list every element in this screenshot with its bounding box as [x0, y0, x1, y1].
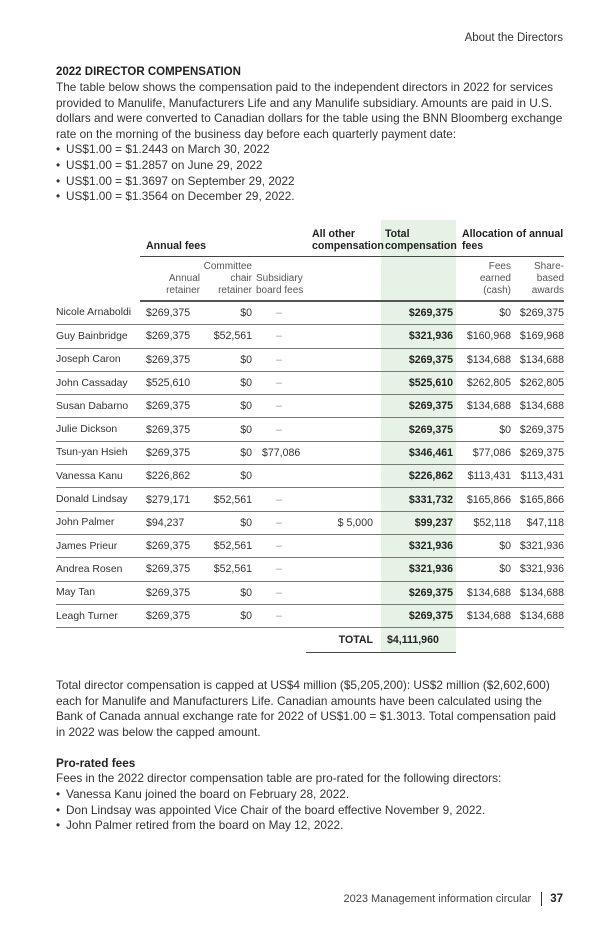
other-compensation-cell: [306, 301, 381, 325]
header-empty: [56, 220, 140, 257]
share-based-cell: $269,375: [511, 418, 564, 441]
intro-section: [56, 65, 564, 205]
header-total-compensation: Total compensation: [381, 220, 456, 257]
table-row: [56, 418, 564, 441]
total-compensation-cell: $269,375: [381, 581, 456, 604]
total-spacer: [56, 628, 306, 653]
other-compensation-cell: [306, 465, 381, 488]
total-compensation-cell: $331,732: [381, 488, 456, 511]
header-annual-fees: Annual fees: [140, 220, 306, 257]
committee-chair-cell: $0: [200, 581, 252, 604]
director-name: Guy Bainbridge: [56, 325, 140, 348]
committee-chair-cell: $0: [200, 371, 252, 394]
fees-cash-cell: $262,805: [456, 371, 511, 394]
other-compensation-cell: [306, 581, 381, 604]
director-name: Susan Dabarno: [56, 395, 140, 418]
fees-cash-cell: $134,688: [456, 604, 511, 627]
share-based-cell: $269,375: [511, 441, 564, 464]
other-compensation-cell: [306, 348, 381, 371]
annual-retainer-cell: $94,237: [140, 511, 200, 534]
annual-retainer-cell: $269,375: [140, 441, 200, 464]
annual-retainer-cell: $269,375: [140, 534, 200, 557]
share-based-cell: $134,688: [511, 348, 564, 371]
annual-retainer-cell: $226,862: [140, 465, 200, 488]
table-row: [56, 534, 564, 557]
annual-retainer-cell: $269,375: [140, 604, 200, 627]
cap-note: Total director compensation is capped at US$4 million ($5,205,200): US$2 million ($2,602,600) each for Manulife and Manufacturers Life. Canadian amounts have been calculated using the Bank of Canada annual exchange rate for 2022 of US$1.00 = $1.3013. Total compensation paid in 2022 was below the capped amount.: [56, 678, 556, 739]
subheader-fees-cash: Fees earned (cash): [456, 257, 511, 302]
director-compensation-table: [56, 220, 564, 653]
sub-header-empty: [56, 257, 140, 302]
fees-cash-cell: $134,688: [456, 581, 511, 604]
page-footer: [343, 892, 563, 906]
subsidiary-fees-cell: –: [252, 581, 306, 604]
annual-retainer-cell: $279,171: [140, 488, 200, 511]
table-row: [56, 301, 564, 325]
subheader-annual-retainer: Annual retainer: [140, 257, 200, 302]
total-compensation-cell: $226,862: [381, 465, 456, 488]
fees-cash-cell: $165,866: [456, 488, 511, 511]
subheader-share-based: Share-based awards: [511, 257, 564, 302]
subheader-subsidiary: Subsidiary board fees: [252, 257, 306, 302]
annual-retainer-cell: $269,375: [140, 325, 200, 348]
subsidiary-fees-cell: –: [252, 558, 306, 581]
director-name: Joseph Caron: [56, 348, 140, 371]
total-compensation-cell: $269,375: [381, 604, 456, 627]
other-compensation-cell: [306, 441, 381, 464]
table-row: [56, 558, 564, 581]
director-name: James Prieur: [56, 534, 140, 557]
table-row: [56, 604, 564, 627]
director-name: Andrea Rosen: [56, 558, 140, 581]
other-compensation-cell: [306, 558, 381, 581]
prorated-intro: Fees in the 2022 director compensation table are pro-rated for the following directors:: [56, 771, 502, 786]
other-compensation-cell: [306, 488, 381, 511]
share-based-cell: $321,936: [511, 558, 564, 581]
prorated-item: • John Palmer retired from the board on May 12, 2022.: [56, 818, 564, 834]
director-name: Tsun-yan Hsieh: [56, 441, 140, 464]
total-compensation-cell: $321,936: [381, 534, 456, 557]
table-body: [56, 301, 564, 628]
exchange-rate-item: • US$1.00 = $1.3564 on December 29, 2022.: [56, 189, 564, 205]
committee-chair-cell: $52,561: [200, 558, 252, 581]
committee-chair-cell: $52,561: [200, 325, 252, 348]
annual-retainer-cell: $525,610: [140, 371, 200, 394]
committee-chair-cell: $52,561: [200, 534, 252, 557]
table-row: [56, 348, 564, 371]
fees-cash-cell: $134,688: [456, 348, 511, 371]
share-based-cell: $134,688: [511, 395, 564, 418]
fees-cash-cell: $0: [456, 418, 511, 441]
section-title: 2022 DIRECTOR COMPENSATION: [56, 66, 241, 78]
other-compensation-cell: [306, 418, 381, 441]
director-name: Vanessa Kanu: [56, 465, 140, 488]
fees-cash-cell: $0: [456, 558, 511, 581]
share-based-cell: $113,431: [511, 465, 564, 488]
table-row: [56, 511, 564, 534]
annual-retainer-cell: $269,375: [140, 581, 200, 604]
other-compensation-cell: [306, 604, 381, 627]
group-header-row: [56, 220, 564, 257]
prorated-item: • Don Lindsay was appointed Vice Chair of the board effective November 9, 2022.: [56, 803, 564, 819]
committee-chair-cell: $0: [200, 604, 252, 627]
total-label: TOTAL: [306, 628, 381, 653]
total-value: $4,111,960: [381, 628, 456, 653]
fees-cash-cell: $134,688: [456, 395, 511, 418]
header-all-other-compensation: All other compensation: [306, 220, 381, 257]
subsidiary-fees-cell: –: [252, 395, 306, 418]
director-name: May Tan: [56, 581, 140, 604]
footer-divider: [541, 892, 542, 906]
compensation-table-container: [56, 220, 564, 653]
table-row: [56, 325, 564, 348]
subsidiary-fees-cell: $77,086: [252, 441, 306, 464]
other-compensation-cell: [306, 371, 381, 394]
running-header: About the Directors: [464, 32, 563, 44]
table-row: [56, 395, 564, 418]
sub-header-row: [56, 257, 564, 302]
page-number: 37: [550, 893, 563, 905]
table-row: [56, 371, 564, 394]
annual-retainer-cell: $269,375: [140, 558, 200, 581]
intro-paragraph: The table below shows the compensation paid to the independent directors in 2022 for services provided to Manulife, Manufacturers Life and any Manulife subsidiary. Amounts are paid in U.S. dollars and were converted to Canadian dollars for the table using the BNN Bloomberg exchange rate on the morning of the business day before each quarterly payment date:: [56, 80, 563, 141]
subsidiary-fees-cell: –: [252, 348, 306, 371]
footer-doc-title: 2023 Management information circular: [343, 893, 532, 905]
subsidiary-fees-cell: –: [252, 488, 306, 511]
director-name: Julie Dickson: [56, 418, 140, 441]
fees-cash-cell: $0: [456, 534, 511, 557]
other-compensation-cell: [306, 395, 381, 418]
fees-cash-cell: $0: [456, 301, 511, 325]
total-compensation-cell: $346,461: [381, 441, 456, 464]
share-based-cell: $47,118: [511, 511, 564, 534]
committee-chair-cell: $0: [200, 465, 252, 488]
subsidiary-fees-cell: [252, 465, 306, 488]
fees-cash-cell: $160,968: [456, 325, 511, 348]
prorated-item: • Vanessa Kanu joined the board on February 28, 2022.: [56, 787, 564, 803]
prorated-title: Pro-rated fees: [56, 756, 136, 771]
total-compensation-cell: $321,936: [381, 558, 456, 581]
committee-chair-cell: $0: [200, 418, 252, 441]
subsidiary-fees-cell: –: [252, 371, 306, 394]
subsidiary-fees-cell: –: [252, 325, 306, 348]
total-row: [56, 628, 564, 653]
subsidiary-fees-cell: –: [252, 534, 306, 557]
prorated-list: [56, 787, 564, 834]
subsidiary-fees-cell: –: [252, 604, 306, 627]
committee-chair-cell: $0: [200, 441, 252, 464]
other-compensation-cell: [306, 325, 381, 348]
table-row: [56, 441, 564, 464]
share-based-cell: $134,688: [511, 604, 564, 627]
total-compensation-cell: $269,375: [381, 301, 456, 325]
share-based-cell: $262,805: [511, 371, 564, 394]
total-compensation-cell: $99,237: [381, 511, 456, 534]
director-name: John Palmer: [56, 511, 140, 534]
subsidiary-fees-cell: –: [252, 418, 306, 441]
share-based-cell: $134,688: [511, 581, 564, 604]
share-based-cell: $321,936: [511, 534, 564, 557]
annual-retainer-cell: $269,375: [140, 301, 200, 325]
subsidiary-fees-cell: –: [252, 301, 306, 325]
annual-retainer-cell: $269,375: [140, 348, 200, 371]
total-compensation-cell: $269,375: [381, 395, 456, 418]
other-compensation-cell: [306, 534, 381, 557]
table-row: [56, 488, 564, 511]
committee-chair-cell: $0: [200, 301, 252, 325]
subheader-committee-chair: Committee chair retainer: [200, 257, 252, 302]
table-row: [56, 465, 564, 488]
total-compensation-cell: $321,936: [381, 325, 456, 348]
fees-cash-cell: $77,086: [456, 441, 511, 464]
committee-chair-cell: $52,561: [200, 488, 252, 511]
exchange-rate-list: [56, 142, 564, 204]
share-based-cell: $165,866: [511, 488, 564, 511]
director-name: Leagh Turner: [56, 604, 140, 627]
subheader-other-empty: [306, 257, 381, 302]
annual-retainer-cell: $269,375: [140, 395, 200, 418]
total-compensation-cell: $525,610: [381, 371, 456, 394]
notes-section: [56, 678, 564, 834]
committee-chair-cell: $0: [200, 511, 252, 534]
total-spacer-right: [456, 628, 564, 653]
director-name: Nicole Arnaboldi: [56, 301, 140, 325]
annual-retainer-cell: $269,375: [140, 418, 200, 441]
total-compensation-cell: $269,375: [381, 418, 456, 441]
header-allocation: Allocation of annual fees: [456, 220, 564, 257]
table-row: [56, 581, 564, 604]
exchange-rate-item: • US$1.00 = $1.2857 on June 29, 2022: [56, 158, 564, 174]
share-based-cell: $169,968: [511, 325, 564, 348]
share-based-cell: $269,375: [511, 301, 564, 325]
fees-cash-cell: $52,118: [456, 511, 511, 534]
total-compensation-cell: $269,375: [381, 348, 456, 371]
subheader-total-empty: [381, 257, 456, 302]
exchange-rate-item: • US$1.00 = $1.3697 on September 29, 2022: [56, 174, 564, 190]
director-name: Donald Lindsay: [56, 488, 140, 511]
subsidiary-fees-cell: –: [252, 511, 306, 534]
exchange-rate-item: • US$1.00 = $1.2443 on March 30, 2022: [56, 142, 564, 158]
fees-cash-cell: $113,431: [456, 465, 511, 488]
other-compensation-cell: $ 5,000: [306, 511, 381, 534]
committee-chair-cell: $0: [200, 348, 252, 371]
director-name: John Cassaday: [56, 371, 140, 394]
committee-chair-cell: $0: [200, 395, 252, 418]
